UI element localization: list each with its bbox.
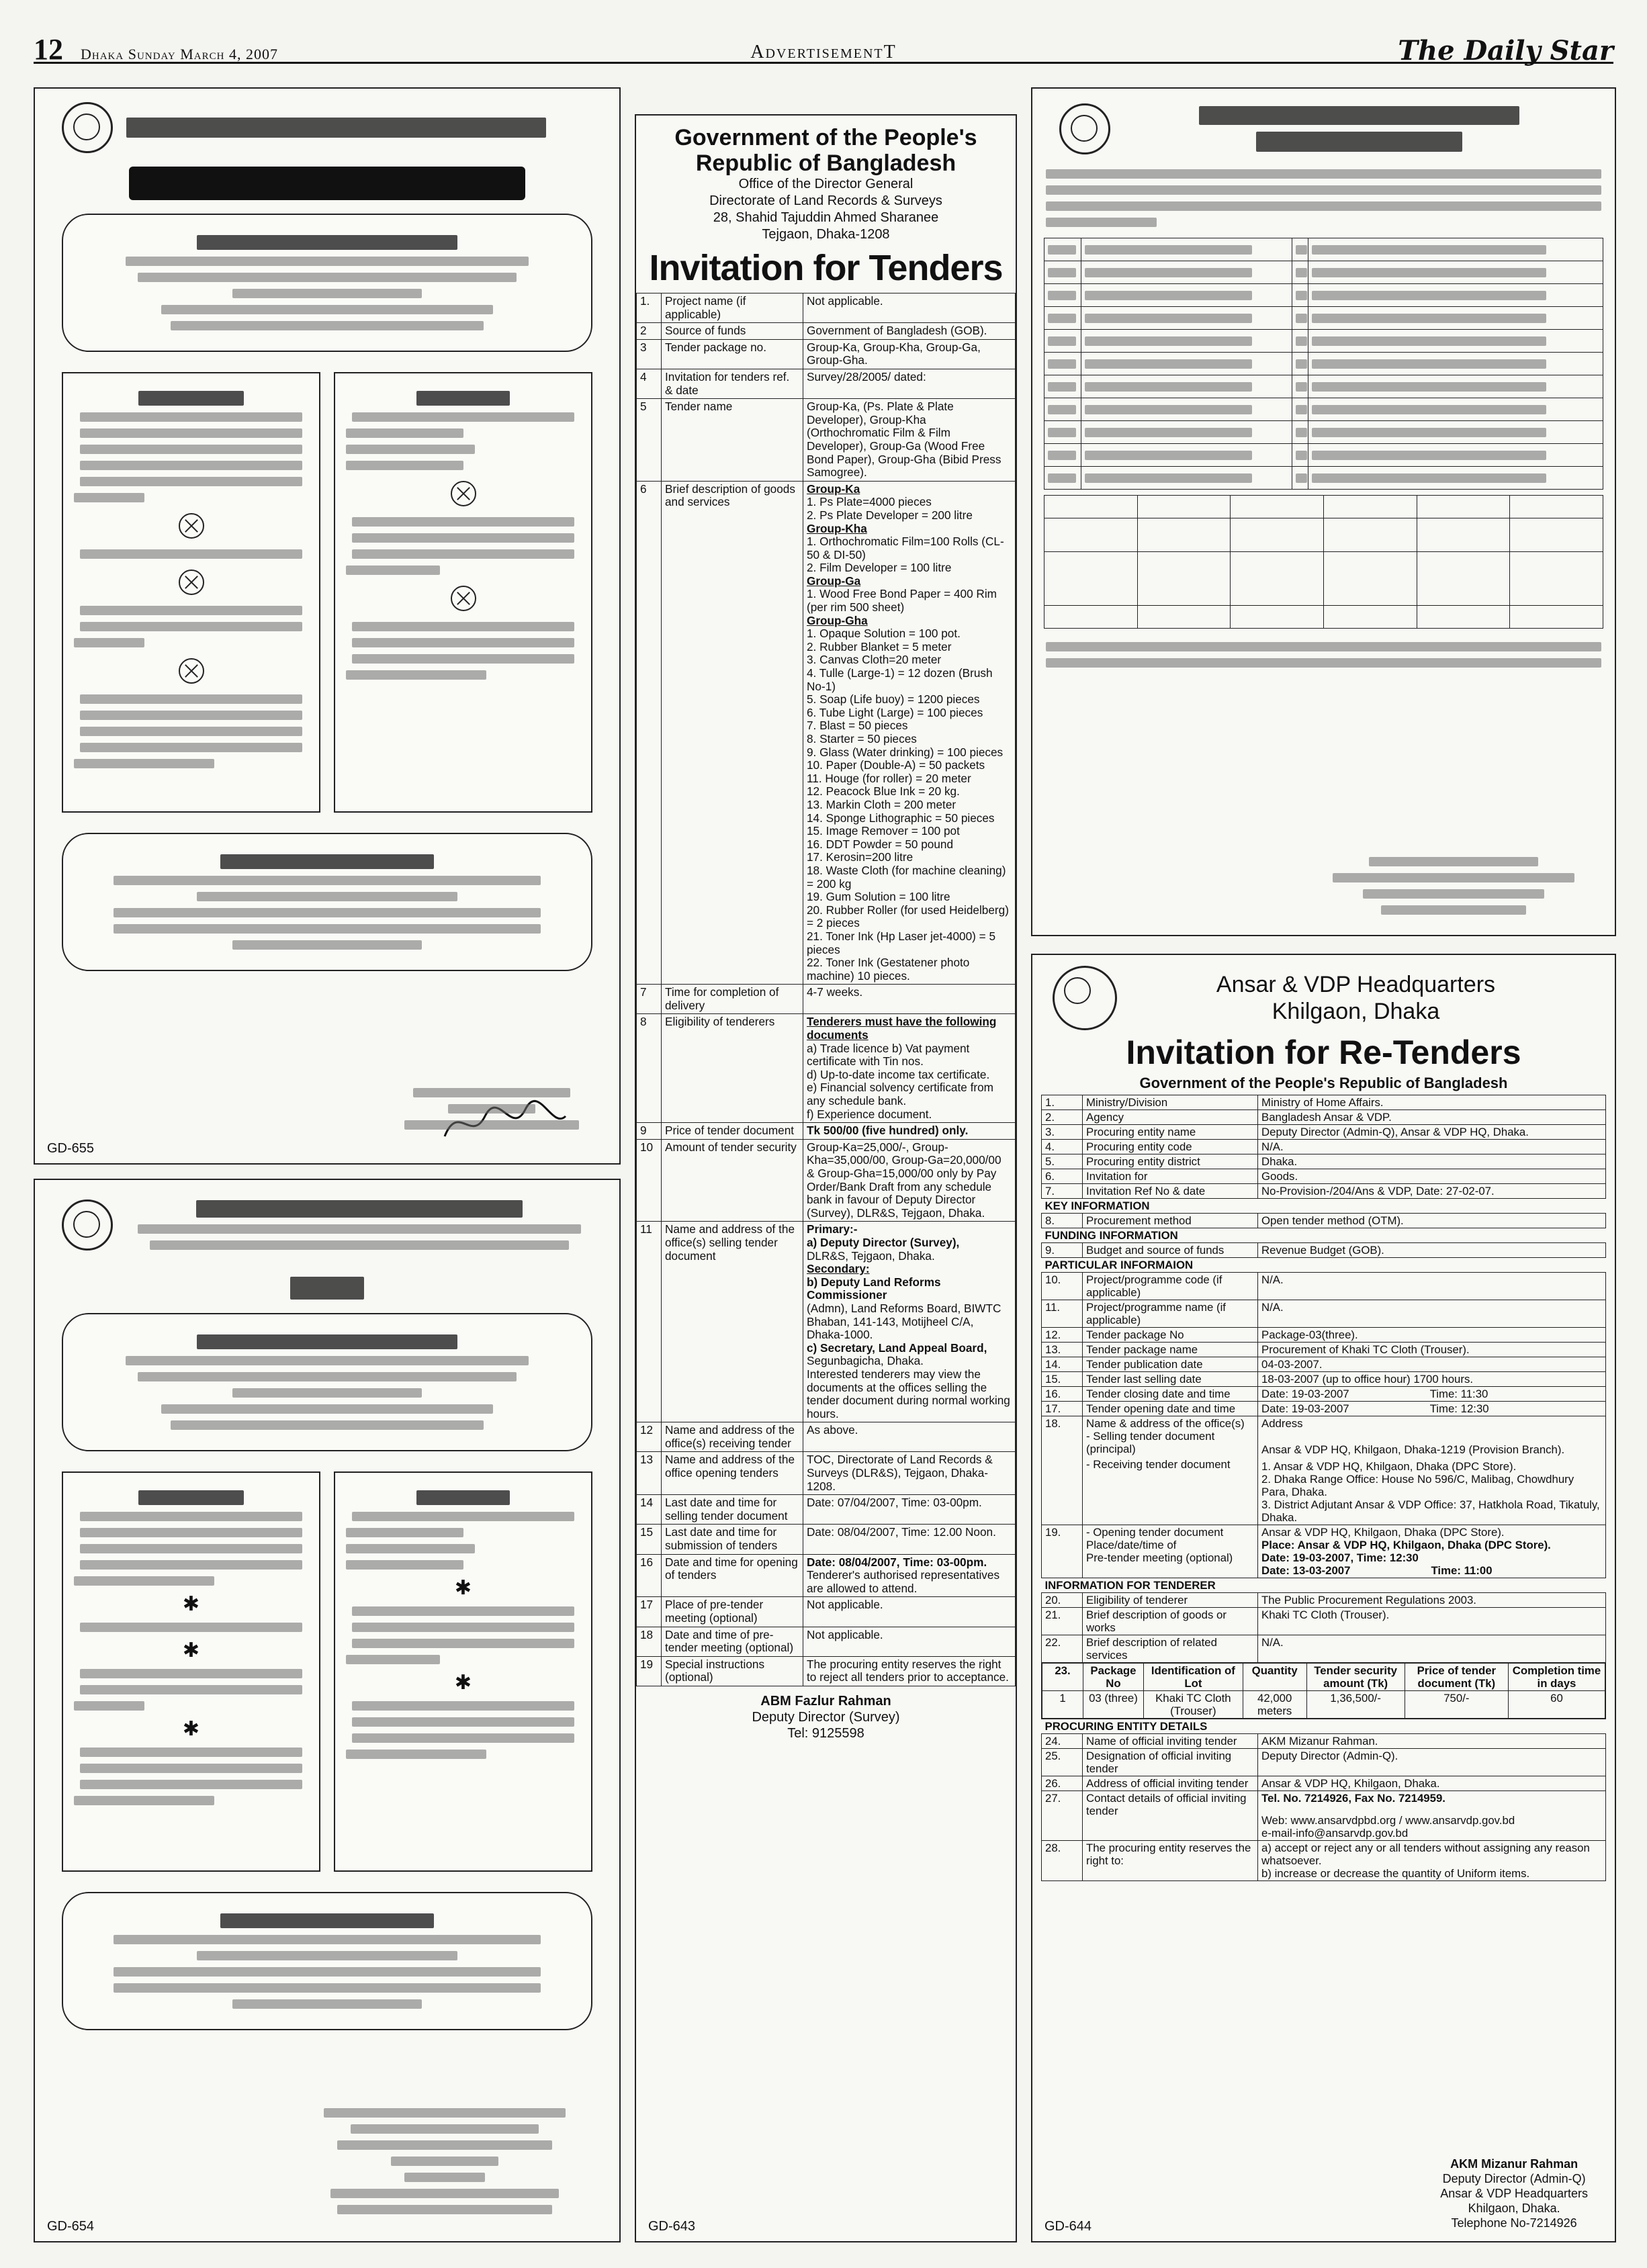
table-row: 5 Tender name Group-Ka, (Ps. Plate & Plate Developer), Group-Kha (Orthochromatic Film & Film Developer), Group-Ga (Wood Free Bond Paper), Group-Gha (Bibid Press Samogree). — [637, 399, 1016, 482]
table-row: 12 Name and address of the office(s) receiving tender As above. — [637, 1422, 1016, 1452]
slogan-panel — [62, 1313, 592, 1451]
table-row — [1044, 353, 1603, 375]
office-line: Office of the Director General — [738, 177, 914, 191]
tender-signatory: ABM Fazlur Rahman Deputy Director (Survey) Tel: 9125598 — [752, 1693, 900, 1741]
table-row: 8 Eligibility of tenderers Tenderers must have the following documents a) Trade licence b) Vat payment certificate with Tin nos. d) Up-to-date income tax certificate. e) Financial solvency certificate from any schedule bank. f) Experience document. — [637, 1014, 1016, 1123]
table-row: 1. Project name (if applicable) Not applicable. — [637, 293, 1016, 323]
table-row: 9 Price of tender document Tk 500/00 (five hundred) only. — [637, 1123, 1016, 1140]
table-row: 18 Date and time of pre-tender meeting (optional) Not applicable. — [637, 1627, 1016, 1656]
office-line: Tejgaon, Dhaka-1208 — [762, 227, 890, 242]
ad-code: GD-644 — [1044, 2219, 1092, 2234]
table-row — [1044, 284, 1603, 307]
table-row: 1 03 (three) Khaki TC Cloth (Trouser) 42,000 meters 1,36,500/- 750/- 60 — [1042, 1691, 1605, 1719]
ad-code: GD-655 — [47, 1141, 95, 1156]
ad-code: GD-643 — [648, 2219, 696, 2234]
table-row: 7. Invitation Ref No & date No-Provision-/204/Ans & VDP, Date: 27-02-07. — [1042, 1184, 1606, 1199]
teachers-panel — [334, 1471, 592, 1872]
retender-title: Invitation for Re-Tenders — [1126, 1034, 1521, 1071]
table-row: 14. Tender publication date 04-03-2007. — [1042, 1357, 1606, 1372]
police-seal-icon — [1059, 103, 1110, 154]
table-row — [1044, 375, 1603, 398]
asterisk-icon: ✱ — [182, 1718, 200, 1740]
newspaper-logo: The Daily Star — [1398, 35, 1613, 66]
table-row — [1044, 421, 1603, 444]
table-row: 22. Brief description of related services N/A. — [1042, 1635, 1606, 1663]
cross-mark-icon — [179, 513, 204, 539]
table-row: 2 Source of funds Government of Bangladesh (GOB). — [637, 323, 1016, 340]
table-row: 10. Project/programme code (if applicable) N/A. — [1042, 1273, 1606, 1300]
table-row — [1044, 307, 1603, 330]
table-row: 24. Name of official inviting tender AKM Mizanur Rahman. — [1042, 1734, 1606, 1749]
table-row: 16. Tender closing date and time Date: 19-03-2007 Time: 11:30 — [1042, 1387, 1606, 1402]
table-row — [1044, 238, 1603, 261]
table-row: 26. Address of official inviting tender Ansar & VDP HQ, Khilgaon, Dhaka. — [1042, 1776, 1606, 1791]
section-label: AdvertisementT — [750, 42, 897, 62]
table-row: 8. Procurement method Open tender method (OTM). — [1042, 1214, 1606, 1228]
table-row: 17. Tender opening date and time Date: 19-03-2007 Time: 12:30 — [1042, 1402, 1606, 1416]
table-row: 3 Tender package no. Group-Ka, Group-Kha, Group-Ga, Group-Gha. — [637, 339, 1016, 369]
board-seal-icon — [62, 1199, 113, 1251]
police-schedule-table — [1044, 238, 1603, 490]
tender-gov-name: Government of the People's Republic of Bangladesh — [674, 125, 977, 176]
table-row — [1044, 261, 1603, 284]
table-row: 7 Time for completion of delivery 4-7 weeks. — [637, 985, 1016, 1014]
table-row: 15. Tender last selling date 18-03-2007 (up to office hour) 1700 hours. — [1042, 1372, 1606, 1387]
table-row: 11. Project/programme name (if applicable) N/A. — [1042, 1300, 1606, 1328]
board-seal-icon — [62, 102, 113, 153]
table-row: 9. Budget and source of funds Revenue Budget (GOB). — [1042, 1243, 1606, 1258]
table-row: 15 Last date and time for submission of tenders Date: 08/04/2007, Time: 12.00 Noon. — [637, 1525, 1016, 1554]
table-row — [1044, 444, 1603, 467]
table-row: 3. Procuring entity name Deputy Director (Admin-Q), Ansar & VDP HQ, Dhaka. — [1042, 1125, 1606, 1140]
table-row: 25. Designation of official inviting tender Deputy Director (Admin-Q). — [1042, 1749, 1606, 1776]
students-panel — [62, 1471, 320, 1872]
table-row: 1. Ministry/Division Ministry of Home Affairs. — [1042, 1095, 1606, 1110]
table-row: 21. Brief description of goods or works Khaki TC Cloth (Trouser). — [1042, 1608, 1606, 1635]
cross-mark-icon — [451, 481, 476, 506]
ansar-ad — [1031, 954, 1616, 2242]
lot-table: 23. Package No Identification of Lot Quantity Tender security amount (Tk) Price of tender document (Tk) Completion time in days 1 03 (three) Khaki TC Cloth (Trouser) 42,000 meters 1,36,500/- 750/- 60 — [1042, 1663, 1605, 1719]
table-row: 2. Agency Bangladesh Ansar & VDP. — [1042, 1110, 1606, 1125]
slogan-panel — [62, 214, 592, 352]
table-row: 20. Eligibility of tenderer The Public Procurement Regulations 2003. — [1042, 1593, 1606, 1608]
table-row: 6. Invitation for Goods. — [1042, 1169, 1606, 1184]
ansar-signatory: AKM Mizanur Rahman Deputy Director (Admin-Q) Ansar & VDP Headquarters Khilgaon, Dhaka. Telephone No-7214926 — [1440, 2157, 1588, 2230]
table-row: 27. Contact details of official inviting tender Tel. No. 7214926, Fax No. 7214959. Web: www.ansarvdpbd.org / www.ansarvdp.gov.bd e-mail-info@ansarvdp.gov.bd — [1042, 1791, 1606, 1841]
helpers-panel — [62, 833, 592, 971]
table-row: 13 Name and address of the office opening tenders TOC, Directorate of Land Records & Surveys (DLR&S), Tejgaon, Dhaka-1208. — [637, 1452, 1016, 1495]
asterisk-icon: ✱ — [182, 1593, 200, 1615]
table-row: 18. Name & address of the office(s) - Selling tender document (principal) - Receiving tender document Address Ansar & VDP HQ, Khilgaon, Dhaka-1219 (Provision Branch). 1. Ansar & VDP HQ, Khilgaon, Dhaka (DPC Store). 2. Dhaka Range Office: House No 596/C, Malibag, Chowdhury Para, Dhaka. 3. District Adjutant Ansar & VDP Office: 37, Hatkhola Road, Tikatuly, Dhaka. — [1042, 1416, 1606, 1525]
tender-title: Invitation for Tenders — [649, 248, 1003, 288]
table-row — [1044, 330, 1603, 353]
table-row: 28. The procuring entity reserves the right to: a) accept or reject any or all tenders without assigning any reason whatsoever. b) increase or decrease the quantity of Uniform items. — [1042, 1841, 1606, 1881]
table-row: 19 Special instructions (optional) The procuring entity reserves the right to reject all tenders prior to acceptance. — [637, 1656, 1016, 1686]
table-row: 12. Tender package No Package-03(three). — [1042, 1328, 1606, 1343]
ansar-place: Khilgaon, Dhaka — [1272, 999, 1440, 1024]
tender-ad — [635, 114, 1017, 2242]
asterisk-icon: ✱ — [454, 1672, 472, 1694]
cross-mark-icon — [179, 570, 204, 595]
ansar-org: Ansar & VDP Headquarters — [1216, 972, 1496, 997]
masthead — [34, 35, 1613, 64]
cross-mark-icon — [451, 586, 476, 611]
page-number: 12 — [34, 33, 63, 66]
table-row — [1044, 467, 1603, 490]
table-row: 4 Invitation for tenders ref. & date Survey/28/2005/ dated: — [637, 369, 1016, 398]
table-row: 19. - Opening tender document Place/date/time of Pre-tender meeting (optional) Ansar & VDP HQ, Khilgaon, Dhaka (DPC Store). Place: Ansar & VDP HQ, Khilgaon, Dhaka (DPC Store). Date: 19-03-2007, Time: 12:30 Date: 13-03-2007 Time: 11:00 — [1042, 1525, 1606, 1578]
police-goods-table — [1044, 495, 1603, 629]
ansar-seal-icon — [1053, 966, 1117, 1030]
table-row: 10 Amount of tender security Group-Ka=25,000/-, Group-Kha=35,000/00, Group-Ga=20,000/00 & Group-Gha=15,000/00 only by Pay Order/Bank Draft from any schedule bank in favour of Deputy Director (Survey), DLR&S, Tejgaon, Dhaka. — [637, 1139, 1016, 1222]
ansar-gov: Government of the People's Republic of Bangladesh — [1139, 1075, 1508, 1091]
table-row: 6 Brief description of goods and services Group-Ka 1. Ps Plate=4000 pieces 2. Ps Plate Developer = 200 litre Group-Kha 1. Orthochromatic Film=100 Rolls (CL-50 & DI-50) 2. Film Developer = 100 litre Group-Ga 1. Wood Free Bond Paper = 400 Rim (per rim 500 sheet) Group-Gha 1. Opaque Solution = 100 pot. 2. Rubber Blanket = 5 meter 3. Canvas Cloth=20 meter 4. Tulle (Large-1) = 12 dozen (Brush No-1) 5. Soap (Life buoy) = 1200 pieces 6. Tube Light (Large) = 100 pieces 7. Blast = 50 pieces 8. Starter = 50 pieces 9. Glass (Water drinking) = 100 pieces 10. Paper (Double-A) = 50 packets 11. Houge (for roller) = 20 meter 12. Peacock Blue Ink = 20 kg. 13. Markin Cloth = 200 meter 14. Sponge Lithographic = 50 pieces 15. Image Remover = 100 pot 16. DDT Powder = 50 pound 17. Kerosin=200 litre 18. Waste Cloth (for machine cleaning) = 200 kg 19. Gum Solution = 100 litre 20. Rubber Roller (for used Heidelberg) = 2 pieces 21. Toner Ink (Hp Laser jet-4000) = 5 pieces 22. Toner Ink (Gestatener photo machine) 10 pieces. — [637, 481, 1016, 985]
table-row: 11 Name and address of the office(s) selling tender document Primary:- a) Deputy Director (Survey), DLR&S, Tejgaon, Dhaka. Secondary: b) Deputy Land Reforms Commissioner (Admn), Land Reforms Board, BIWTC Bhaban, 141-143, Motijheel C/A, Dhaka-1000. c) Secretary, Land Appeal Board, Segunbagicha, Dhaka. Interested tenderers may view the documents at the offices selling the tender document during normal working hours. — [637, 1222, 1016, 1422]
students-panel — [62, 372, 320, 813]
board-ad-bottom — [34, 1179, 621, 2242]
table-row: 5. Procuring entity district Dhaka. — [1042, 1154, 1606, 1169]
police-ad — [1031, 87, 1616, 936]
table-row: 17 Place of pre-tender meeting (optional) Not applicable. — [637, 1597, 1016, 1627]
issue-date: Dhaka Sunday March 4, 2007 — [81, 46, 278, 62]
table-row: 16 Date and time for opening of tenders Date: 08/04/2007, Time: 03-00pm. Tenderer's authorised representatives are allowed to attend. — [637, 1554, 1016, 1597]
office-line: Directorate of Land Records & Surveys — [709, 193, 942, 208]
asterisk-icon: ✱ — [454, 1577, 472, 1599]
table-row: 13. Tender package name Procurement of Khaki TC Cloth (Trouser). — [1042, 1343, 1606, 1357]
helpers-panel — [62, 1892, 592, 2030]
retender-table: 1. Ministry/Division Ministry of Home Affairs. 2. Agency Bangladesh Ansar & VDP. 3. Procuring entity name Deputy Director (Admin-Q), Ansar & VDP HQ, Dhaka. 4. Procuring entity code N/A. 5. Procuring entity district Dhaka. 6. Invitation for Goods. 7. Invitation Ref No & date No-Provision-/204/Ans & VDP, Date: 27-02-07. KEY INFORMATION 8. Procurement method Open tender method (OTM). FUNDING INFORMATION 9. Budget and source of funds Revenue Budget (GOB). PARTICULAR INFORMAION 10. Project/programme code (if applicable) N/A. 11. Project/programme name (if applicable) N/A. 12. Tender package No Package-03(three). 13. Tender package name Procurement of Khaki TC Cloth (Trouser). 14. Tender publication date 04-03-2007. 15. Tender last selling date 18-03-2007 (up to office hour) 1700 hours. 16. Tender closing date and time Date: 19-03-2007 Time: 11:30 17. Tender opening date and time Date: 19-03-2007 Time: 12:30 18. Name & address of the office(s) - Selling tender document (principal) - Receiving tender document Address Ansar & VDP HQ, Khilgaon, Dhaka-1219 (Provision Branch). 1. Ansar & VDP HQ, Khilgaon, Dhaka (DPC Store). 2. Dhaka Range Office: House No 596/C, Malibag, Chowdhury Para, Dhaka. 3. District Adjutant Ansar & VDP Office: 37, Hatkhola Road, Tikatuly, Dhaka. 19. - Opening tender document Place/date/time of Pre-tender meeting (optional) Ansar & VDP HQ, Khilgaon, Dhaka (DPC Store). Place: Ansar & VDP HQ, Khilgaon, Dhaka (DPC Store). Date: 19-03-2007, Time: 12:30 Date: 13-03-2007 Time: 11:00 INFORMATION FOR TENDERER 20. Eligibility of tenderer The Public Procurement Regulations 2003. 21. Brief description of goods or works Khaki TC Cloth (Trouser). 22. Brief description of related services N/A. 23. Package No Identification of Lot Quantity Tender security amount (Tk) Price of tender document (Tk) Completion time in days 1 03 (three) Khaki TC Cloth (Trouser) 42,000 meters 1,36,500/- 750/- 60 PROCURING ENTITY DETAILS 24. Name of official inviting tender AKM Mizanur Rahman. 25. Designation of official inviting tender Deputy Director (Admin-Q). 26. Address of official inviting tender Ansar & VDP HQ, Khilgaon, Dhaka. 27. Contact details of official inviting tender Tel. No. 7214926, Fax No. 7214959. Web: www.ansarvdpbd.org / www.ansarvdp.gov.bd e-mail-info@ansarvdp.gov.bd 28. The procuring entity reserves the right to: a) accept or reject any or all tenders without assigning any reason whatsoever. b) increase or decrease the quantity of Uniform items. — [1041, 1095, 1606, 1881]
tender-table — [636, 293, 1016, 1686]
table-row — [1044, 398, 1603, 421]
asterisk-icon: ✱ — [182, 1639, 200, 1662]
notice-banner — [129, 167, 525, 200]
ad-code: GD-654 — [47, 2219, 95, 2234]
teachers-panel — [334, 372, 592, 813]
table-row: 14 Last date and time for selling tender document Date: 07/04/2007, Time: 03-00pm. — [637, 1495, 1016, 1525]
table-row: 4. Procuring entity code N/A. — [1042, 1140, 1606, 1154]
board-ad-top — [34, 87, 621, 1165]
office-line: 28, Shahid Tajuddin Ahmed Sharanee — [713, 210, 939, 225]
cross-mark-icon — [179, 658, 204, 684]
